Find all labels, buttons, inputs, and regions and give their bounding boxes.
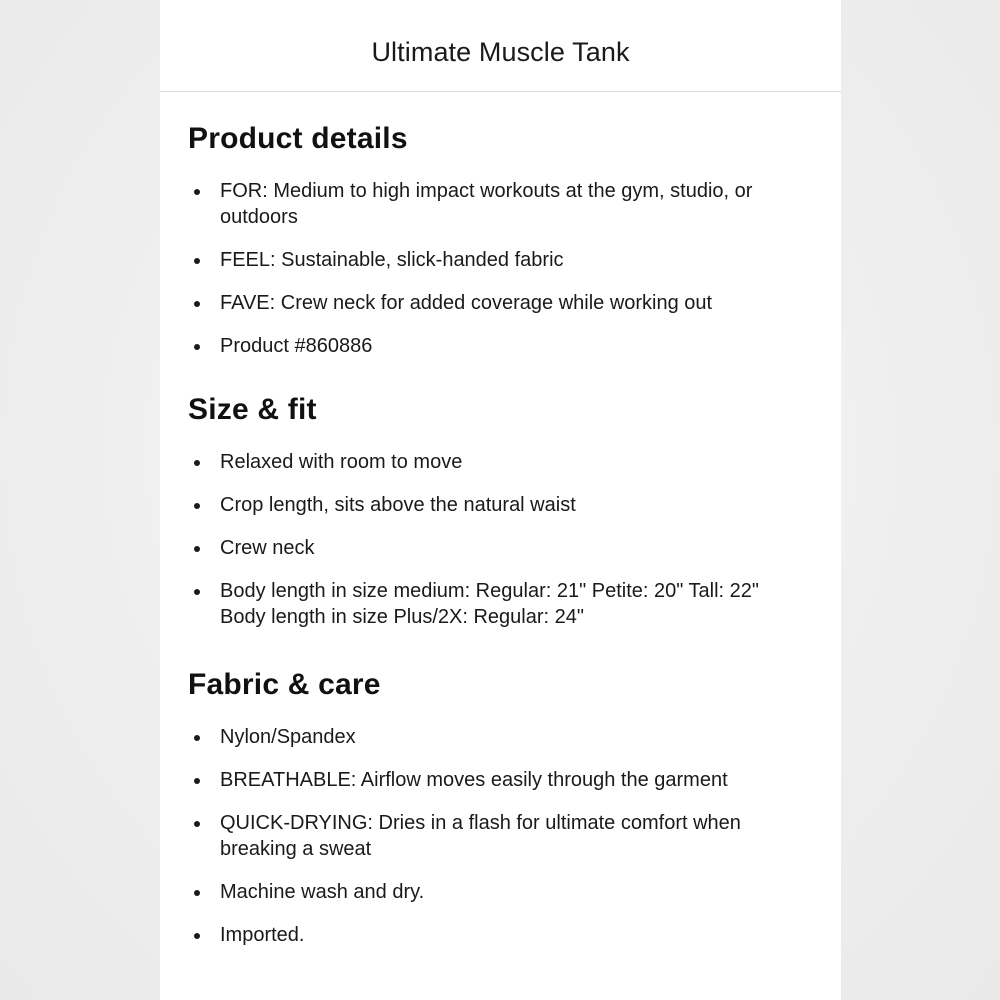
list-item [188,767,813,793]
bullet-icon [194,890,200,896]
section-title-product-details: Product details [188,122,408,155]
list-item-text: Imported. [220,924,305,946]
list-item [188,247,813,273]
list-item-text: Relaxed with room to move [220,451,463,473]
list-item-text: FEEL: Sustainable, slick-handed fabric [220,249,564,271]
list-item [188,290,813,316]
page-title: Ultimate Muscle Tank [371,37,630,67]
list-item [188,578,813,630]
bullet-icon [194,821,200,827]
bullet-icon [194,933,200,939]
bullet-icon [194,344,200,350]
size-fit-list [188,449,813,630]
bullet-icon [194,189,200,195]
list-item [188,535,813,561]
bullet-icon [194,301,200,307]
list-item-text: Product #860886 [220,335,373,357]
list-item-text: FOR: Medium to high impact workouts at the gym, studio, or outdoors [220,180,753,228]
section-title-size-fit: Size & fit [188,393,317,426]
section-title-fabric-care: Fabric & care [188,668,381,701]
bullet-icon [194,503,200,509]
bullet-icon [194,546,200,552]
list-item-text: FAVE: Crew neck for added coverage while working out [220,292,713,314]
details-content[interactable] [160,122,841,948]
list-item [188,492,813,518]
list-item-text: BREATHABLE: Airflow moves easily through the garment [220,769,728,791]
list-item-text: Body length in size medium: Regular: 21" Petite: 20" Tall: 22" Body length in size Plus/2X: Regular: 24" [220,580,760,628]
bullet-icon [194,460,200,466]
list-item [188,724,813,750]
list-item-text: QUICK-DRYING: Dries in a flash for ultimate comfort when breaking a sweat [220,812,741,860]
list-item [188,879,813,905]
header-bar [160,0,841,92]
bullet-icon [194,778,200,784]
bullet-icon [194,735,200,741]
list-item [188,333,813,359]
product-details-list [188,178,813,359]
list-item-text: Nylon/Spandex [220,726,356,748]
list-item-text: Crew neck [220,537,315,559]
product-info-sheet [160,0,841,1000]
list-item-text: Crop length, sits above the natural waist [220,494,576,516]
bullet-icon [194,589,200,595]
list-item [188,810,813,862]
list-item [188,178,813,230]
list-item [188,449,813,475]
list-item [188,922,813,948]
list-item-text: Machine wash and dry. [220,881,425,903]
fabric-care-list [188,724,813,948]
bullet-icon [194,258,200,264]
